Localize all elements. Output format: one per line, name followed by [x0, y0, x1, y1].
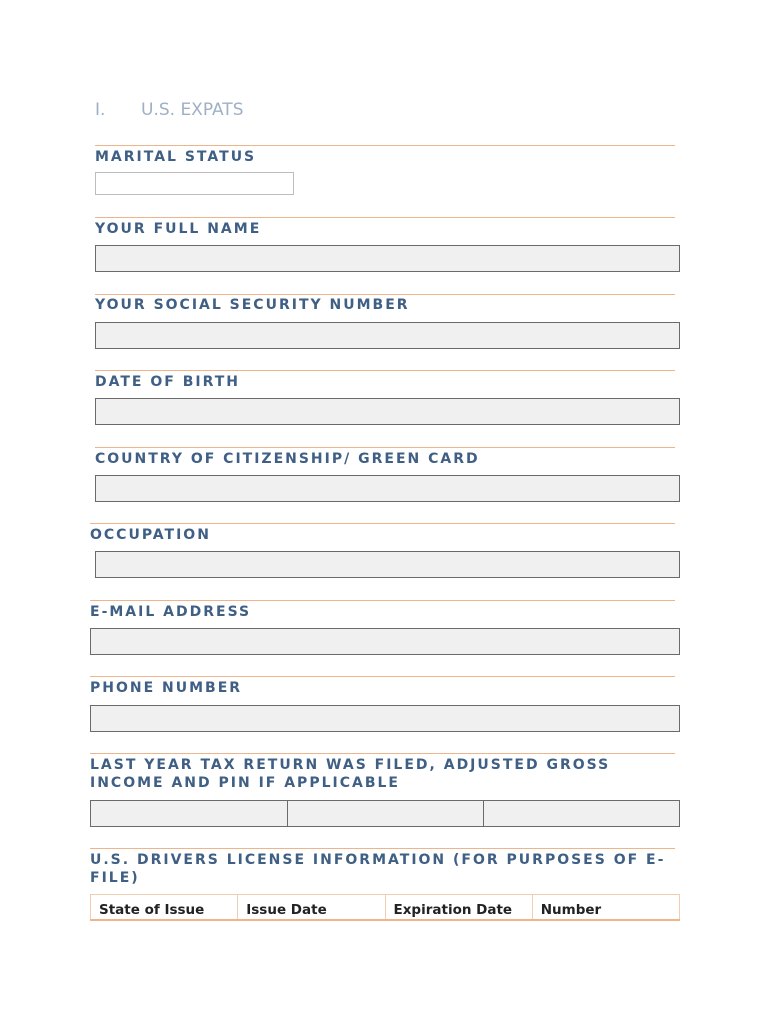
license-col-state: State of Issue	[90, 895, 238, 919]
pin-field[interactable]	[483, 800, 680, 827]
phone-label: PHONE NUMBER	[90, 680, 243, 696]
tax-return-label-line1: LAST YEAR TAX RETURN WAS FILED, ADJUSTED GROSS	[90, 757, 611, 773]
agi-field[interactable]	[287, 800, 484, 827]
marital-status-label: MARITAL STATUS	[95, 149, 257, 165]
full-name-label: YOUR FULL NAME	[95, 221, 262, 237]
occupation-label: OCCUPATION	[90, 527, 211, 543]
license-label-line2: FILE)	[90, 870, 140, 886]
tax-return-label-line2: INCOME AND PIN IF APPLICABLE	[90, 775, 400, 791]
divider	[95, 145, 675, 146]
full-name-field[interactable]	[95, 245, 680, 272]
divider	[90, 676, 675, 677]
dob-field[interactable]	[95, 398, 680, 425]
tax-return-year-field[interactable]	[90, 800, 288, 827]
license-col-expiration-date: Expiration Date	[386, 895, 533, 919]
license-label	[90, 851, 665, 887]
ssn-field[interactable]	[95, 322, 680, 349]
citizenship-label: COUNTRY OF CITIZENSHIP/ GREEN CARD	[95, 451, 480, 467]
divider	[90, 523, 675, 524]
divider	[95, 370, 675, 371]
divider	[95, 447, 675, 448]
email-label: E-MAIL ADDRESS	[90, 604, 252, 620]
ssn-label: YOUR SOCIAL SECURITY NUMBER	[95, 297, 410, 313]
divider	[90, 600, 675, 601]
section-title: U.S. EXPATS	[141, 100, 244, 120]
license-label-line1: U.S. DRIVERS LICENSE INFORMATION (FOR PURPOSES OF E-	[90, 852, 666, 868]
divider	[90, 753, 675, 754]
divider	[95, 217, 675, 218]
license-table-header	[90, 894, 680, 921]
tax-return-label	[90, 756, 610, 792]
dob-label: DATE OF BIRTH	[95, 374, 240, 390]
divider	[90, 848, 675, 849]
section-number: I.	[95, 100, 106, 120]
occupation-field[interactable]	[95, 551, 680, 578]
email-field[interactable]	[90, 628, 680, 655]
citizenship-field[interactable]	[95, 475, 680, 502]
marital-status-select[interactable]	[95, 172, 294, 195]
section-heading	[95, 100, 243, 120]
divider	[95, 294, 675, 295]
license-col-issue-date: Issue Date	[238, 895, 385, 919]
license-col-number: Number	[533, 895, 680, 919]
phone-field[interactable]	[90, 705, 680, 732]
